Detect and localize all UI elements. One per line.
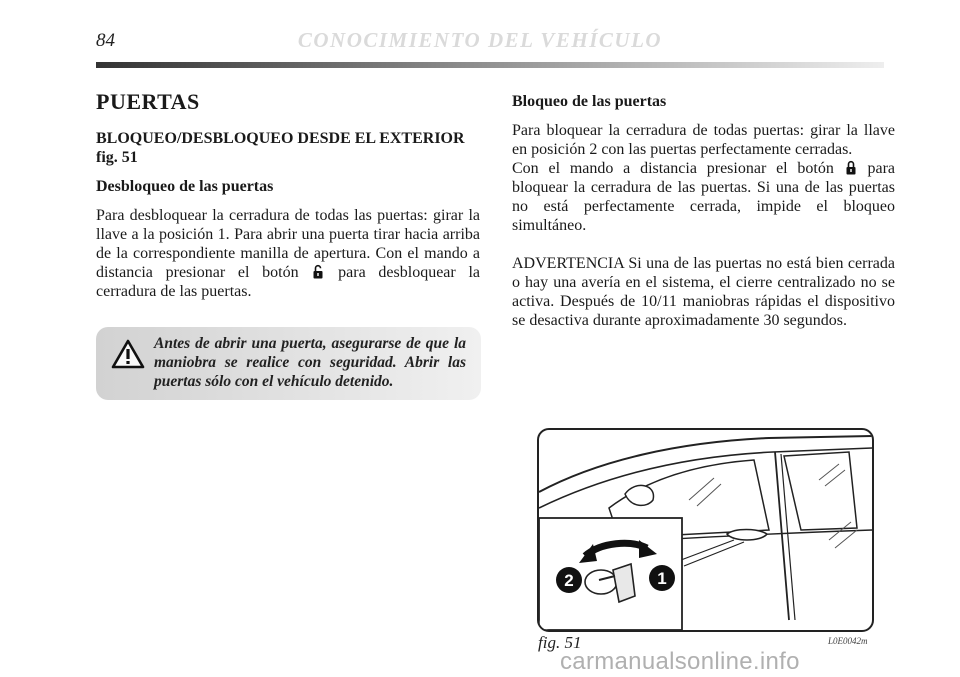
section-subtitle: BLOQUEO/DESBLOQUEO DESDE EL EXTERIOR fig. 51 bbox=[96, 130, 465, 166]
header-rule bbox=[96, 62, 884, 68]
right-column bbox=[512, 92, 895, 330]
figure-caption: fig. 51 bbox=[538, 633, 582, 652]
lock-text-part-2: para bloquear la cerradura de las puertas. Si una de las puertas no está perfectamente cerrada, impide el bloqueo simultáneo. bbox=[512, 160, 896, 234]
unlock-text-part-1: Para desbloquear la cerradura de todas las puertas: girar la llave a la posición 1. Para abrir una puerta tirar hacia arriba de la correspondiente manilla de apertura. Con el mando a distancia presionar el botón bbox=[96, 207, 480, 281]
unlock-paragraph bbox=[96, 206, 480, 301]
car-door-illustration bbox=[539, 430, 872, 630]
watermark: carmanualsonline.info bbox=[560, 648, 800, 675]
lock-text-part-1: Con el mando a distancia presionar el botón bbox=[512, 160, 834, 177]
lock-heading: Bloqueo de las puertas bbox=[512, 93, 667, 110]
section-title: PUERTAS bbox=[96, 89, 200, 114]
figure-code: L0E0042m bbox=[828, 636, 868, 646]
warning-text: Antes de abrir una puerta, asegurarse de que la maniobra se realice con seguridad. Abrir las puertas sólo con el vehículo detenido. bbox=[154, 335, 466, 390]
figure-label-2: 2 bbox=[564, 571, 574, 590]
unlock-heading: Desbloqueo de las puertas bbox=[96, 178, 274, 195]
figure-51-frame bbox=[537, 428, 874, 632]
figure-label-1: 1 bbox=[657, 569, 667, 588]
lock-paragraph-1: Para bloquear la cerradura de todas puertas: girar la llave en posición 2 con las puertas perfectamente cerradas. bbox=[512, 122, 895, 158]
running-header-title: CONOCIMIENTO DEL VEHÍCULO bbox=[297, 28, 663, 52]
unlock-button-icon bbox=[313, 264, 323, 279]
advertencia-paragraph: ADVERTENCIA Si una de las puertas no está bien cerrada o hay una avería en el sistema, el cierre centralizado no se activa. Después de 10/11 maniobras rápidas el dispositivo se desactiva durante aproximadamente 30 segundos. bbox=[512, 255, 895, 329]
lock-paragraph-2 bbox=[512, 159, 895, 235]
page-number: 84 bbox=[96, 30, 115, 51]
left-column bbox=[96, 89, 481, 301]
warning-triangle-icon bbox=[111, 339, 145, 369]
unlock-text-part-2: para desbloquear la cerradura de las puertas. bbox=[96, 264, 481, 300]
lock-button-icon bbox=[846, 160, 856, 175]
